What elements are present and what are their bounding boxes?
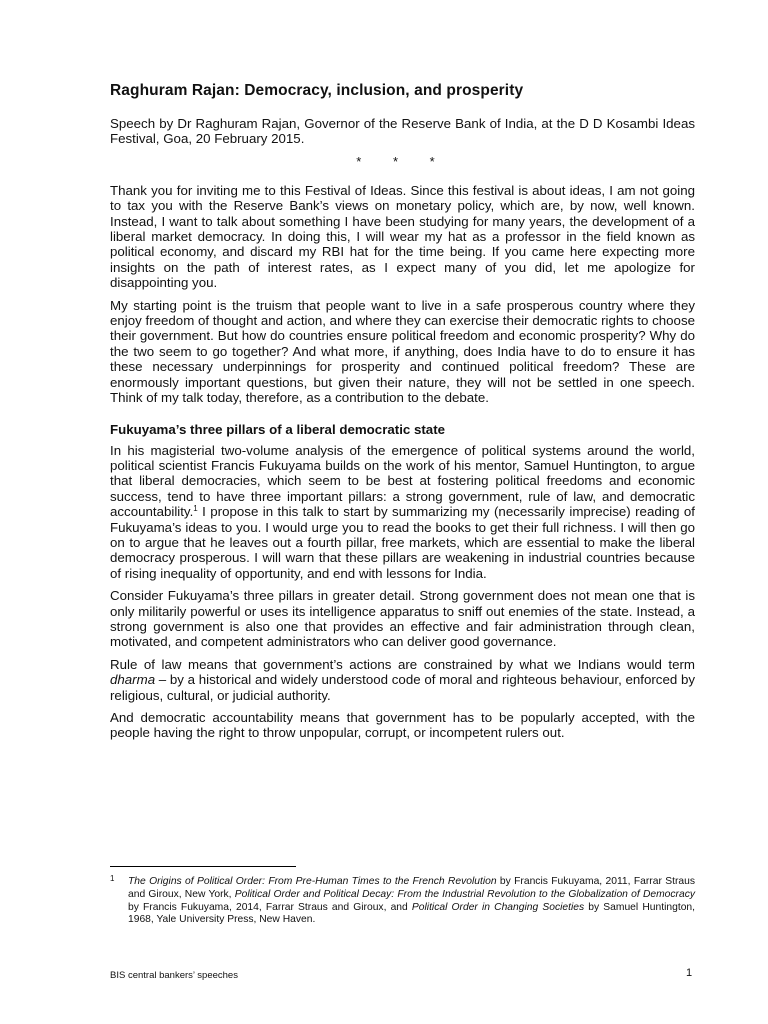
section-paragraph-1-text-a: In his magisterial two-volume analysis of the emergence of political systems around the world, political scientist Francis Fukuyama builds on the work of his mentor, Samuel Huntington, to argue that liberal democracies, which seem to be best at fostering political freedoms and economic success, tend to have three important pillars: a strong government, rule of law, and democratic accountability. <box>110 442 695 520</box>
section-paragraph-2: Consider Fukuyama’s three pillars in greater detail. Strong government does not mean one that is only militarily powerful or uses its intelligence apparatus to sniff out enemies of the state. Instead, a strong government is also one that provides an effective and fair administration through clean, motivated, and competent administrators who can deliver good governance. <box>110 588 695 650</box>
section-heading: Fukuyama’s three pillars of a liberal democratic state <box>110 421 446 437</box>
footnote-reference: 1 <box>193 504 198 514</box>
intro-paragraph-2: My starting point is the truism that people want to live in a safe prosperous country where they enjoy freedom of thought and action, and where they can exercise their democratic rights to choose their government. But how do countries ensure political freedom and economic prosperity? Why do the two seem to go together? And what more, if anything, does India have to do to ensure it has these necessary underpinnings for prosperity and continued political freedom? These are enormously important questions, but given their nature, they will not be settled in one speech. Think of my talk today, therefore, as a contribution to the debate. <box>110 297 695 406</box>
footnote <box>110 876 695 927</box>
intro-paragraph-1: Thank you for inviting me to this Festival of Ideas. Since this festival is about ideas, I am not going to tax you with the Reserve Bank’s views on monetary policy, which are, by now, well known. Instead, I want to talk about something I have been studying for many years, the development of a liberal market democracy. In doing this, I will wear my hat as a professor in the field known as political economy, and discard my RBI hat for the time being. If you came here expecting more insights on the path of interest rates, as I expect many of you did, let me apologize for disappointing you. <box>110 182 695 291</box>
footnote-citation-3: by Samuel Huntington, 1968, Yale University Press, New Haven. <box>128 901 696 926</box>
section-paragraph-3-text-a: Rule of law means that government’s actions are constrained by what we Indians would term <box>110 656 695 672</box>
footnote-text <box>128 876 695 927</box>
speech-subtitle: Speech by Dr Raghuram Rajan, Governor of the Reserve Bank of India, at the D D Kosambi Ideas Festival, Goa, 20 February 2015. <box>110 116 695 147</box>
footnote-book-title-1: The Origins of Political Order: From Pre-Human Times to the French Revolution <box>128 876 497 887</box>
footer-source: BIS central bankers’ speeches <box>110 970 238 981</box>
section-paragraph-1-text-b: I propose in this talk to start by summarizing my (necessarily imprecise) reading of Fukuyama’s ideas to you. I would urge you to read the books to get their full richness. I will then go on to argue that he leaves out a fourth pillar, free markets, which are essential to make the liberal democracy prosperous. I will warn that these pillars are weakening in industrial countries because of rising inequality of opportunity, and end with lessons for India. <box>110 504 695 581</box>
footnote-number: 1 <box>110 874 115 883</box>
section-paragraph-4: And democratic accountability means that government has to be popularly accepted, with the people having the right to throw unpopular, corrupt, or incompetent rulers out. <box>110 710 695 741</box>
section-paragraph-1 <box>110 443 695 582</box>
footnote-divider <box>110 866 296 867</box>
footnote-book-title-2: Political Order and Political Decay: From the Industrial Revolution to the Globalization of Democracy <box>234 888 696 900</box>
section-separator: * * * <box>356 153 449 169</box>
document-body <box>110 82 695 748</box>
section-paragraph-3-text-b: – by a historical and widely understood code of moral and righteous behaviour, enforced by religious, cultural, or judicial authority. <box>110 672 695 703</box>
page-number: 1 <box>686 967 693 979</box>
footnote-citation-1: by Francis Fukuyama, 2011, Farrar Straus and Giroux, New York, <box>128 876 695 900</box>
dharma-term: dharma <box>110 672 156 688</box>
footnote-citation-2: by Francis Fukuyama, 2014, Farrar Straus and Giroux, and <box>128 901 412 913</box>
section-paragraph-3 <box>110 657 695 703</box>
speech-title: Raghuram Rajan: Democracy, inclusion, and prosperity <box>110 82 524 99</box>
footnote-book-title-3: Political Order in Changing Societies <box>411 901 585 913</box>
